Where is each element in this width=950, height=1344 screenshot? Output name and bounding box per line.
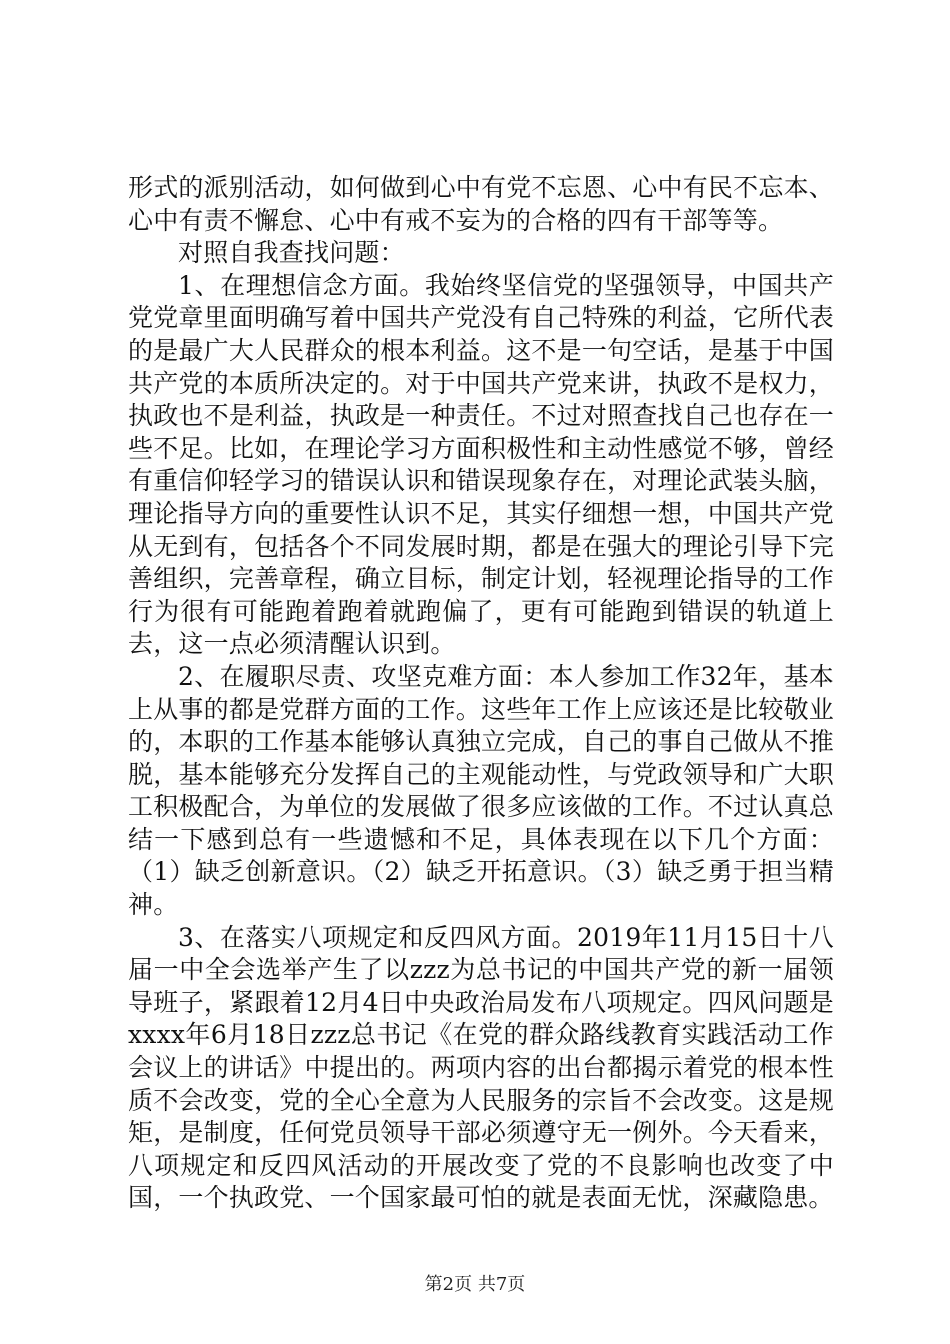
- paragraph-ideals-beliefs: 1、在理想信念方面。我始终坚信党的坚强领导，中国共产党党章里面明确写着中国共产党没有自己特殊的利益，它所代表的是最广大人民群众的根本利益。这不是一句空话，是基于中国共产党的本质所决定的。对于中国共产党来讲，执政不是权力，执政也不是利益，执政是一种责任。不过对照查找自己也存在一些不足。比如，在理论学习方面积极性和主动性感觉不够，曾经有重信仰轻学习的错误认识和错误现象存在，对理论武装头脑，理论指导方向的重要性认识不足，其实仔细想一想，中国共产党从无到有，包括各个不同发展时期，都是在强大的理论引导下完善组织，完善章程，确立目标，制定计划，轻视理论指导的工作行为很有可能跑着跑着就跑偏了，更有可能跑到错误的轨道上去，这一点必须清醒认识到。: [128, 270, 834, 659]
- page-number-footer: 第2页 共7页: [424, 1274, 526, 1295]
- document-body: [128, 172, 834, 1215]
- paragraph-eight-rules: 3、在落实八项规定和反四风方面。2019年11月15日十八届一中全会选举产生了以zzz为总书记的中国共产党的新一届领导班子，紧跟着12月4日中央政治局发布八项规定。四风问题是xxxx年6月18日zzz总书记《在党的群众路线教育实践活动工作会议上的讲话》中提出的。两项内容的出台都揭示着党的根本性质不会改变，党的全心全意为人民服务的宗旨不会改变。这是规矩，是制度，任何党员领导干部必须遵守无一例外。今天看来，八项规定和反四风活动的开展改变了党的不良影响也改变了中国，一个执政党、一个国家最可怕的就是表面无忧，深藏隐患。: [128, 922, 834, 1213]
- paragraph-continuation: 形式的派别活动，如何做到心中有党不忘恩、心中有民不忘本、心中有责不懈怠、心中有戒不妄为的合格的四有干部等等。: [128, 173, 834, 235]
- paragraph-heading-self-check: 对照自我查找问题：: [178, 238, 405, 268]
- paragraph-duty-performance: 2、在履职尽责、攻坚克难方面：本人参加工作32年，基本上从事的都是党群方面的工作。这些年工作上应该还是比较敬业的，本职的工作基本能够认真独立完成，自己的事自己做从不推脱，基本能够充分发挥自己的主观能动性，与党政领导和广大职工积极配合，为单位的发展做了很多应该做的工作。不过认真总结一下感到总有一些遗憾和不足，具体表现在以下几个方面：（1）缺乏创新意识。（2）缺乏开拓意识。（3）缺乏勇于担当精神。: [128, 661, 834, 920]
